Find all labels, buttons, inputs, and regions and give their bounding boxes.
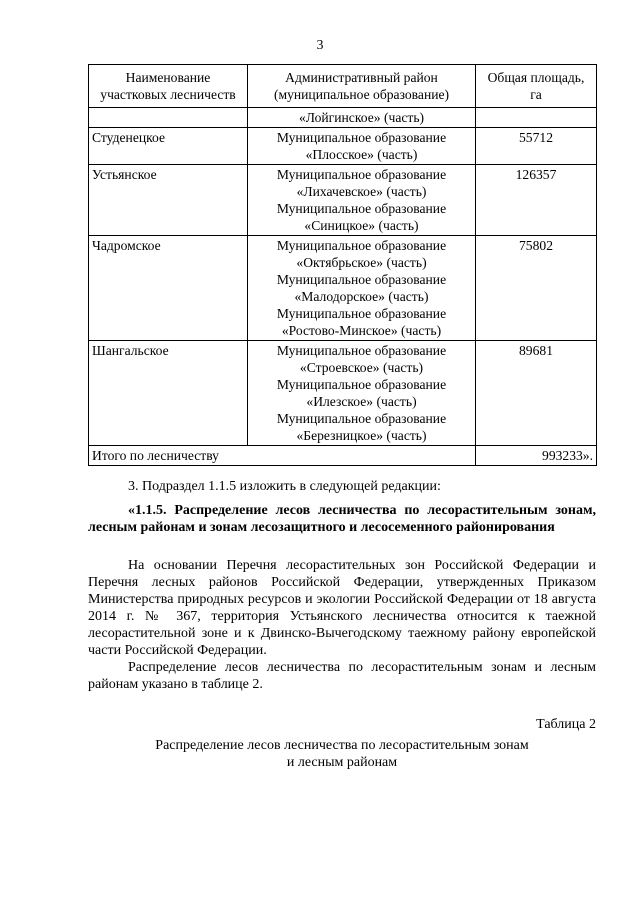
district-line: «Илезское» (часть) bbox=[306, 394, 417, 409]
table-header-row bbox=[89, 65, 597, 108]
body-paragraph-2-text: Распределение лесов лесничества по лесорастительным зонам и лесным районам указано в таблице 2. bbox=[88, 660, 596, 692]
table-row bbox=[89, 341, 597, 446]
section-heading: «1.1.5. Распределение лесов лесничества по лесорастительным зонам, лесным районам и зонам лесозащитного и лесосеменного районирования bbox=[88, 503, 596, 535]
forestry-name bbox=[89, 108, 248, 128]
district-line: Муниципальное образование bbox=[276, 411, 447, 426]
district-line: «Синицкое» (часть) bbox=[304, 218, 419, 233]
item-3-text: 3. Подраздел 1.1.5 изложить в следующей редакции: bbox=[128, 479, 441, 494]
district-line: Муниципальное образование bbox=[276, 167, 447, 182]
forestry-name: Студенецкое bbox=[89, 128, 248, 165]
district-cell bbox=[248, 341, 476, 446]
district-line: Муниципальное образование bbox=[276, 238, 447, 253]
forestry-name: Чадромское bbox=[89, 236, 248, 341]
header-forestry-name bbox=[89, 65, 248, 108]
body-paragraph-2 bbox=[88, 659, 596, 693]
body-paragraph-1-text: На основании Перечня лесорастительных зон Российской Федерации и Перечня лесных районов Российской Федерации, утвержденных Приказом Министерства природных ресурсов и экологии Российской Федерации от 18 августа 2014 г. № 367, территория Устьянского лесничества относится к таежной лесорастительной зоне и к Двинско-Вычегодскому таежному району европейской части Российской Федерации. bbox=[88, 558, 596, 658]
caption-line: и лесным районам bbox=[286, 755, 398, 770]
table-total-row bbox=[89, 446, 597, 466]
district-line: «Лойгинское» (часть) bbox=[298, 110, 425, 125]
district-cell bbox=[248, 128, 476, 165]
area-value: 75802 bbox=[476, 236, 597, 341]
district-line: Муниципальное образование bbox=[276, 306, 447, 321]
district-line: «Ростово-Минское» (часть) bbox=[281, 323, 442, 338]
district-line: Муниципальное образование bbox=[276, 201, 447, 216]
total-label: Итого по лесничеству bbox=[89, 446, 476, 466]
table-2-caption bbox=[88, 737, 596, 771]
header-line: га bbox=[530, 87, 542, 102]
district-cell bbox=[248, 165, 476, 236]
page-number: 3 bbox=[316, 38, 324, 53]
forestry-name: Шангальское bbox=[89, 341, 248, 446]
forestry-table bbox=[88, 64, 597, 466]
forestry-name: Устьянское bbox=[89, 165, 248, 236]
area-value: 89681 bbox=[476, 341, 597, 446]
table-row bbox=[89, 165, 597, 236]
district-line: Муниципальное образование bbox=[276, 130, 447, 145]
total-area: 993233». bbox=[476, 446, 597, 466]
district-line: «Лихачевское» (часть) bbox=[296, 184, 427, 199]
table-row bbox=[89, 108, 597, 128]
district-line: Муниципальное образование bbox=[276, 343, 447, 358]
district-line: «Строевское» (часть) bbox=[299, 360, 424, 375]
header-line: Административный район bbox=[285, 70, 438, 85]
header-district bbox=[248, 65, 476, 108]
district-line: Муниципальное образование bbox=[276, 377, 447, 392]
area-value: 126357 bbox=[476, 165, 597, 236]
header-line: (муниципальное образование) bbox=[273, 87, 450, 102]
header-line: Общая площадь, bbox=[487, 70, 585, 85]
district-line: «Березницкое» (часть) bbox=[296, 428, 427, 443]
district-cell bbox=[248, 108, 476, 128]
district-cell bbox=[248, 236, 476, 341]
district-line: «Плосское» (часть) bbox=[305, 147, 418, 162]
header-area bbox=[476, 65, 597, 108]
caption-line: Распределение лесов лесничества по лесорастительным зонам bbox=[155, 738, 529, 753]
header-line: Наименование bbox=[125, 70, 211, 85]
table-row bbox=[89, 236, 597, 341]
area-value: 55712 bbox=[476, 128, 597, 165]
district-line: «Малодорское» (часть) bbox=[294, 289, 429, 304]
body-paragraph-1 bbox=[88, 557, 596, 659]
header-line: участковых лесничеств bbox=[100, 87, 236, 102]
table-row bbox=[89, 128, 597, 165]
district-line: Муниципальное образование bbox=[276, 272, 447, 287]
area-value bbox=[476, 108, 597, 128]
district-line: «Октябрьское» (часть) bbox=[296, 255, 427, 270]
table-2-label: Таблица 2 bbox=[536, 717, 596, 732]
item-3 bbox=[88, 478, 596, 495]
